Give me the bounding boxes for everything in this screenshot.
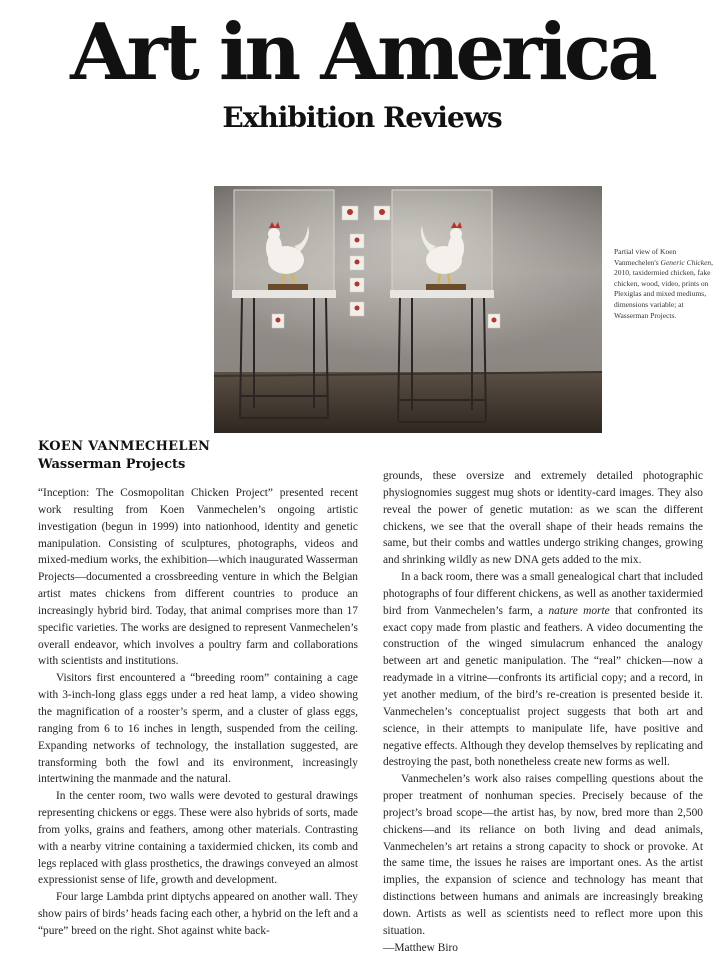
paragraph: Four large Lambda print diptychs appeared on another wall. They show pairs of birds’ heads facing each other, a hybrid on the left and a “pure” breed on the right. Shot against white back- <box>38 891 358 937</box>
paragraph: “Inception: The Cosmopolitan Chicken Project” presented recent work resulting from Koen Vanmechelen’s ongoing artistic investigation (begun in 1999) into nationhood, identity and genetic manipulation. Consisting of sculptures, photographs, videos and mixed-medium works, the exhibition—which inaugurated Wasserman Projects—documented a crossbreeding venture in which the Belgian artist mates chickens from different countries to produce an increasingly hybrid bird. Today, that animal comprises more than 17 specific varieties. The works are designed to represent Vanmechelen’s overall endeavor, which involves a poultry farm and collaborations with scientists and institutions. <box>38 487 358 668</box>
caption-text: Partial view of Koen Vanmechelen's <box>614 247 677 267</box>
paragraph: Vanmechelen’s work also raises compelling questions about the proper treatment of nonhuman species. Precisely because of the project’s broad scope—the artist has, by now, bred more than 2,500 chickens—and its reliance on both living and dead animals, Vanmechelen’s art retains a strong capacity to shock or provoke. At the same time, the issues he raises are important ones. As the artist implies, the expansion of science and technology has meant that distinctions between humans and animals are increasingly breaking down. Artists as well as scientists need to reflect more upon this situation. <box>383 773 703 937</box>
paragraph <box>383 569 703 771</box>
author-signature: —Matthew Biro <box>383 941 458 954</box>
paragraph: Visitors first encountered a “breeding room” containing a cage with 3-inch-long glass eggs under a red heat lamp, a video showing the magnification of a rooster’s sperm, and a cluster of glass eggs, ranging from 6 to 16 inches in length, suspended from the ceiling. Expanding networks of technology, the installation suggested, are transforming both the fowl and its environment, increasingly intertwining the manmade and the natural. <box>38 672 358 786</box>
paragraph: In the center room, two walls were devoted to gestural drawings representing chickens or eggs. These were also hybrids of sorts, made from yolks, grains and feathers, among other materials. Contrasting with a nearby vitrine containing a taxidermied chicken, its comb and legs replaced with glass prosthetics, the drawings conveyed an almost expressionist sense of life, growth and development. <box>38 790 358 887</box>
artist-name: KOEN VANMECHELEN <box>38 439 211 454</box>
text-column-left <box>38 485 358 940</box>
paragraph-text: In a back room, there was a small genealogical chart that included photographs of four different chickens, as well as another taxidermied bird from Vanmechelen’s farm, a <box>383 571 703 617</box>
magazine-masthead: Art in America <box>70 7 654 98</box>
text-column-right <box>383 468 703 956</box>
venue-name: Wasserman Projects <box>38 457 186 472</box>
paragraph-italic: nature morte <box>548 604 610 617</box>
review-headline <box>38 438 368 474</box>
installation-photo <box>214 186 602 433</box>
section-title: Exhibition Reviews <box>222 101 502 134</box>
caption-text: , 2010, taxidermied chicken, fake chicken, wood, video, prints on Plexiglas and mixed mediums, dimensions variable; at Wasserman Projects. <box>614 257 714 320</box>
photo-caption <box>614 247 714 321</box>
paragraph: grounds, these oversize and extremely detailed photographic physiognomies suggest mug shots or identity-card images. They also reveal the power of genetic mutation: as we scan the different chickens, we see that the overall shape of their heads remains the same, but their combs and wattles undergo striking changes, growing and shrinking wildly as new DNA gets added to the mix. <box>383 470 703 567</box>
paragraph-text: that confronted its exact copy made from plastic and feathers. A video documenting the construction of the winged simulacrum enhanced the analogy between art and genetic manipulation. The “real” chicken—now a readymade in a vitrine—confronts its artificial copy; and a record, in yet another medium, of the bird’s re-creation is presented beside it. Vanmechelen’s conceptualist project suggests that both art and science, in their attempts to manipulate life, have positive and negative effects. Although they develop themselves by replicating and destroying the past, both nonetheless create new forms as well. <box>383 604 703 769</box>
caption-artwork-title: Generic Chicken <box>660 257 712 267</box>
